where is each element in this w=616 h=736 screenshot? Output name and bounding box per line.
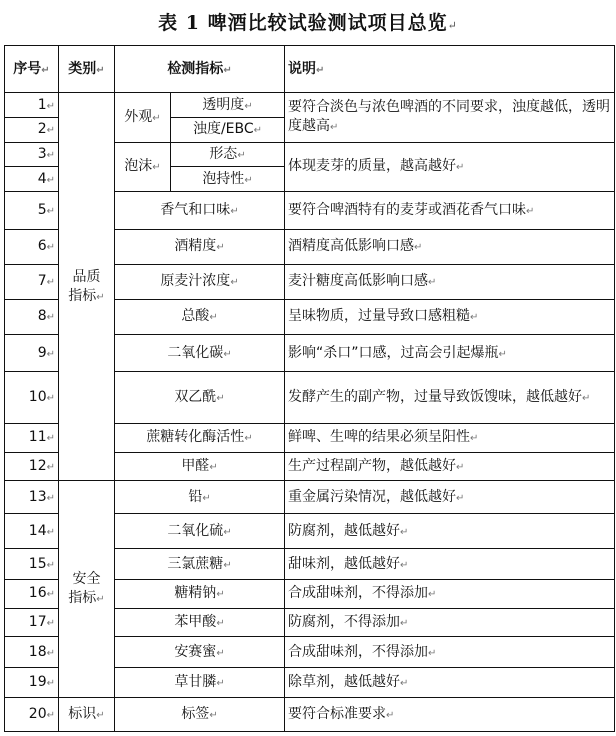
row-number: [5, 334, 59, 372]
indicator-cell: [115, 423, 285, 452]
description-cell-text: 生产过程副产物，越低越好: [288, 458, 457, 474]
indicator-cell-text: 安赛蜜: [174, 643, 217, 660]
row-number-text: 14: [28, 522, 47, 539]
paragraph-mark: ↵: [216, 393, 225, 405]
description-cell-text: 防腐剂，不得添加: [288, 614, 401, 631]
row-number: [5, 93, 59, 118]
paragraph-mark: ↵: [428, 277, 437, 289]
row-number-text: 3: [37, 145, 47, 162]
indicator-cell: [115, 668, 285, 698]
category-quality-line: 指标: [68, 287, 97, 304]
group-foam-text: 泡沫: [124, 158, 153, 175]
description-cell: [285, 452, 615, 481]
row-number-text: 1: [37, 96, 47, 113]
paragraph-mark: ↵: [244, 100, 253, 112]
paragraph-mark: ↵: [46, 174, 55, 186]
description-cell: [285, 481, 615, 514]
paragraph-mark: ↵: [46, 125, 55, 137]
indicator-cell-text: 蔗糖转化酶活性: [146, 429, 245, 446]
description-cell-text: 甜味剂，越低越好: [288, 555, 401, 572]
indicator-cell: [115, 229, 285, 264]
indicator-cell-text: 甲醛: [181, 458, 210, 474]
paragraph-mark: ↵: [526, 205, 535, 217]
description-cell-text: 影响“杀口”口感，过高会引起爆瓶: [288, 344, 499, 361]
description-cell: [285, 697, 615, 731]
indicator-cell-text: 双乙酰: [174, 389, 217, 406]
row-number: [5, 264, 59, 299]
description-cell: [285, 142, 615, 191]
description-cell: [285, 668, 615, 698]
paragraph-mark: ↵: [46, 526, 55, 538]
paragraph-mark: ↵: [96, 291, 105, 303]
description-cell: [285, 264, 615, 299]
row-number: [5, 372, 59, 423]
indicator-cell: [115, 549, 285, 580]
paragraph-mark: ↵: [46, 492, 55, 504]
row-number-text: 5: [37, 201, 47, 218]
category-safety: [59, 481, 115, 698]
indicator-cell: [115, 452, 285, 481]
paragraph-mark: ↵: [46, 647, 55, 659]
group-appearance-text: 外观: [124, 108, 153, 125]
row-number-text: 15: [28, 555, 47, 572]
indicator-cell: [115, 697, 285, 731]
table-row: [5, 481, 615, 514]
description-cell: [285, 191, 615, 229]
paragraph-mark: ↵: [152, 162, 161, 174]
paragraph-mark: ↵: [46, 678, 55, 690]
indicator-cell-text: 二氧化碳: [167, 344, 224, 361]
paragraph-mark: ↵: [216, 647, 225, 659]
category-quality: [59, 93, 115, 481]
indicator-cell-text: 总酸: [181, 308, 210, 325]
indicator-cell-text: 苯甲酸: [174, 614, 217, 631]
paragraph-mark: ↵: [428, 647, 437, 659]
paragraph-mark: ↵: [41, 64, 50, 76]
row-number-text: 17: [28, 614, 47, 631]
paragraph-mark: ↵: [46, 312, 55, 324]
indicator-cell-text: 香气和口味: [160, 201, 231, 218]
description-cell-text: 呈味物质，过量导致口感粗糙: [288, 308, 471, 325]
paragraph-mark: ↵: [230, 277, 239, 289]
row-number: [5, 668, 59, 698]
row-number: [5, 514, 59, 549]
paragraph-mark: ↵: [223, 348, 232, 360]
row-number-text: 13: [28, 488, 47, 505]
description-cell: [285, 372, 615, 423]
paragraph-mark: ↵: [253, 125, 263, 137]
paragraph-mark: ↵: [46, 618, 55, 630]
indicator-cell: [115, 372, 285, 423]
paragraph-mark: ↵: [244, 433, 253, 445]
row-number: [5, 697, 59, 731]
test-items-table: [4, 45, 615, 732]
paragraph-mark: ↵: [202, 492, 211, 504]
paragraph-mark: ↵: [582, 393, 591, 405]
category-safety-line: 安全: [72, 571, 101, 588]
indicator-cell-text: 糖精钠: [174, 585, 217, 602]
paragraph-mark: ↵: [46, 242, 55, 254]
row-number-text: 10: [28, 389, 47, 406]
row-number-text: 9: [37, 344, 47, 361]
paragraph-mark: ↵: [96, 64, 105, 76]
description-cell-text: 要符合淡色与浓色啤酒的不同要求，浊度越低，透明度越高: [288, 99, 611, 135]
row-number-text: 19: [28, 674, 47, 691]
header-category-text: 类别: [68, 60, 97, 77]
indicator-cell-text: 形态: [209, 145, 238, 162]
description-cell-text: 鲜啤、生啤的结果必须呈阳性: [288, 429, 471, 446]
indicator-cell-text: 原麦汁浓度: [160, 273, 231, 290]
indicator-cell-text: 铅: [188, 488, 203, 505]
indicator-cell: [115, 191, 285, 229]
description-cell: [285, 299, 615, 334]
paragraph-mark: ↵: [428, 589, 437, 601]
indicator-cell: [115, 579, 285, 608]
header-no: [5, 46, 59, 93]
paragraph-mark: ↵: [244, 174, 253, 186]
indicator-cell-text: 草甘膦: [174, 674, 217, 691]
row-number: [5, 637, 59, 668]
paragraph-mark: ↵: [46, 559, 55, 571]
description-cell: [285, 229, 615, 264]
row-number: [5, 142, 59, 167]
description-cell-text: 合成甜味剂，不得添加: [288, 585, 429, 602]
paragraph-mark: ↵: [152, 112, 161, 124]
paragraph-mark: ↵: [96, 594, 105, 606]
indicator-cell: [115, 637, 285, 668]
paragraph-mark: ↵: [400, 526, 409, 538]
paragraph-mark: ↵: [223, 64, 232, 76]
description-cell: [285, 514, 615, 549]
indicator-cell: [115, 514, 285, 549]
description-cell-text: 酒精度高低影响口感: [288, 238, 415, 255]
row-number: [5, 117, 59, 142]
row-number-text: 8: [37, 308, 47, 325]
paragraph-mark: ↵: [330, 122, 339, 134]
table-row: [5, 93, 615, 118]
paragraph-mark: ↵: [386, 710, 395, 722]
paragraph-mark: ↵: [46, 589, 55, 601]
description-cell-text: 防腐剂，越低越好: [288, 522, 401, 539]
paragraph-mark: ↵: [456, 462, 465, 473]
category-quality-line: 品质: [72, 268, 101, 285]
paragraph-mark: ↵: [414, 242, 423, 254]
paragraph-mark: ↵: [209, 710, 218, 722]
table-title: 表 1 啤酒比较试验测试项目总览↵: [158, 12, 458, 34]
paragraph-mark: ↵: [216, 242, 225, 254]
table-row: [5, 697, 615, 731]
category-safety-line: 指标: [68, 590, 97, 607]
indicator-cell-text: 标签: [181, 706, 210, 723]
paragraph-mark: ↵: [230, 205, 239, 217]
paragraph-mark: ↵: [46, 348, 55, 360]
paragraph-mark: ↵: [46, 393, 55, 405]
description-cell-text: 要符合啤酒特有的麦芽或酒花香气口味: [288, 201, 527, 218]
paragraph-mark: ↵: [216, 678, 225, 690]
paragraph-mark: ↵: [316, 64, 325, 76]
row-number: [5, 191, 59, 229]
header-description: [285, 46, 615, 93]
row-number: [5, 481, 59, 514]
description-cell: [285, 549, 615, 580]
paragraph-mark: ↵: [46, 149, 55, 161]
description-cell-text: 体现麦芽的质量，越高越好: [288, 158, 457, 175]
description-cell-text: 要符合标准要求: [288, 706, 387, 723]
indicator-cell: [115, 481, 285, 514]
group-appearance: [115, 93, 171, 142]
paragraph-mark: ↵: [46, 205, 55, 217]
description-cell: [285, 579, 615, 608]
paragraph-mark: ↵: [46, 462, 55, 473]
row-number-text: 18: [28, 643, 47, 660]
group-foam: [115, 142, 171, 191]
paragraph-mark: ↵: [400, 618, 409, 630]
indicator-cell: [171, 93, 285, 118]
paragraph-mark: ↵: [96, 710, 105, 722]
row-number-text: 7: [37, 273, 47, 290]
indicator-cell-text: 透明度: [202, 96, 245, 113]
row-number-text: 16: [28, 585, 47, 602]
indicator-cell: [171, 142, 285, 167]
row-number: [5, 423, 59, 452]
paragraph-mark: ↵: [223, 559, 232, 571]
paragraph-mark: ↵: [498, 348, 507, 360]
paragraph-mark: ↵: [46, 100, 55, 112]
row-number: [5, 229, 59, 264]
paragraph-mark: ↵: [400, 559, 409, 571]
indicator-cell: [115, 264, 285, 299]
description-cell: [285, 423, 615, 452]
row-number-text: 12: [28, 458, 47, 474]
indicator-cell: [115, 299, 285, 334]
header-indicator-text: 检测指标: [167, 60, 224, 77]
row-number-text: 11: [28, 429, 47, 446]
paragraph-mark: ↵: [456, 162, 465, 174]
indicator-cell-text: 浊度/EBC: [192, 121, 254, 138]
indicator-cell: [171, 117, 285, 142]
category-label: [59, 697, 115, 731]
row-number-text: 6: [37, 238, 47, 255]
indicator-cell: [115, 334, 285, 372]
description-cell: [285, 334, 615, 372]
row-number: [5, 608, 59, 637]
indicator-cell: [115, 608, 285, 637]
row-number: [5, 167, 59, 192]
indicator-cell-text: 三氯蔗糖: [167, 555, 224, 572]
description-cell-text: 除草剂，越低越好: [288, 674, 401, 691]
paragraph-mark: ↵: [46, 277, 55, 289]
row-number-text: 4: [37, 170, 47, 187]
description-cell-text: 发酵产生的副产物，过量导致饭馊味，越低越好: [288, 389, 583, 406]
paragraph-mark: ↵: [470, 312, 479, 324]
paragraph-mark: ↵: [223, 526, 232, 538]
paragraph-mark: ↵: [400, 678, 409, 690]
paragraph-mark: ↵: [46, 710, 55, 722]
description-cell-text: 合成甜味剂，不得添加: [288, 643, 429, 660]
indicator-cell-text: 泡持性: [202, 170, 245, 187]
header-category: [59, 46, 115, 93]
header-indicator: [115, 46, 285, 93]
row-number: [5, 452, 59, 481]
paragraph-mark: ↵: [237, 149, 246, 161]
paragraph-mark: ↵: [46, 433, 55, 445]
paragraph-mark: ↵: [456, 492, 465, 504]
paragraph-mark: ↵: [216, 618, 225, 630]
description-cell: [285, 93, 615, 142]
description-cell-text: 麦汁糖度高低影响口感: [288, 273, 429, 290]
paragraph-mark: ↵: [209, 462, 218, 473]
table-header-row: [5, 46, 615, 93]
description-cell-text: 重金属污染情况，越低越好: [288, 488, 457, 505]
indicator-cell-text: 酒精度: [174, 238, 217, 255]
row-number-text: 2: [37, 121, 47, 138]
category-label-text: 标识: [68, 706, 97, 723]
description-cell: [285, 608, 615, 637]
header-no-text: 序号: [13, 60, 42, 77]
header-description-text: 说明: [288, 60, 317, 77]
row-number: [5, 549, 59, 580]
paragraph-mark: ↵: [209, 312, 218, 324]
indicator-cell: [171, 167, 285, 192]
row-number: [5, 579, 59, 608]
paragraph-mark: ↵: [470, 433, 479, 445]
indicator-cell-text: 二氧化硫: [167, 522, 224, 539]
paragraph-mark: ↵: [216, 589, 225, 601]
row-number: [5, 299, 59, 334]
description-cell: [285, 637, 615, 668]
row-number-text: 20: [28, 706, 47, 723]
